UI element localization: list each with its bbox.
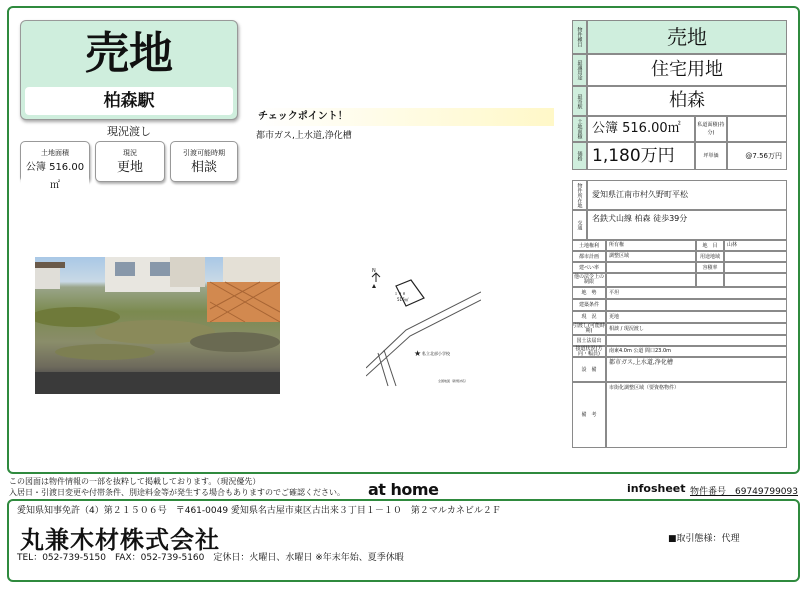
station-label: 柏森駅: [25, 87, 233, 115]
row-label: 地 勢: [572, 287, 606, 299]
location-map: [366, 268, 481, 394]
side-label-type: 物件種目: [572, 20, 587, 54]
property-photo: [35, 257, 280, 394]
row-value: 南東4.0m 公道 間口23.0m: [606, 346, 787, 357]
row-value: 調整区域: [606, 251, 696, 262]
spec-private-road-value: [727, 116, 787, 142]
headline-card: [20, 20, 238, 120]
row-label: 用途地域: [696, 251, 724, 262]
spec-private-road-label: 私道面積(持分): [695, 116, 727, 142]
row-value: 更地: [606, 311, 787, 323]
side-label-address: 物件所在地: [572, 180, 587, 210]
disclaimer-notes: [9, 476, 379, 498]
row-value: 相談 / 現況渡し: [606, 323, 787, 335]
spec-type: 売地: [587, 20, 787, 54]
row-label: 設 備: [572, 357, 606, 382]
side-label-price: 価格: [572, 142, 587, 170]
svg-text:N: N: [372, 268, 376, 274]
spec-use: 住宅用地: [587, 54, 787, 86]
row-label: 引渡し(可能時期): [573, 323, 605, 334]
side-label-area: 土地面積: [572, 116, 587, 142]
transaction-mode: ■取引態様：代理: [668, 534, 740, 544]
row-value: [606, 273, 696, 287]
row-value: 平坦: [606, 287, 787, 299]
map-landmark: 私立北部小学校: [422, 351, 450, 356]
spec-tsubo-label: 坪単価: [695, 142, 727, 170]
note-line: この図面は物件情報の一部を抜粋して掲載しております。（現況優先）: [9, 477, 261, 486]
infosheet-label: infosheet: [627, 482, 686, 495]
row-label: 他の法令上の制限: [573, 274, 604, 285]
property-number: 物件番号 69749799093: [690, 487, 798, 497]
row-label: 地 目: [696, 240, 724, 251]
athome-logo: at home: [368, 480, 439, 499]
row-label: 国土法届出: [572, 335, 606, 346]
row-value: [724, 273, 787, 287]
row-value: [724, 262, 787, 273]
row-value: [606, 299, 787, 311]
company-license: 愛知県知事免許（4）第２１５０６号 〒461-0049 愛知県名古屋市東区古出来３丁目１－１０ 第２マルカネビル２Ｆ: [17, 506, 501, 516]
map-lot-number: １９８: [394, 291, 406, 296]
spec-transport: 名鉄犬山線 柏森 徒歩39分: [587, 210, 787, 240]
row-label: 備 考: [572, 382, 606, 448]
side-label-station: 最寄駅: [572, 86, 587, 116]
company-contact: TEL：052-739-5150 FAX：052-739-5160 定休日：火曜日、水曜日 ※年末年始、夏季休暇: [17, 553, 404, 563]
property-type-heading: 売地: [85, 28, 173, 79]
row-value: [724, 251, 787, 262]
row-value: 山林: [724, 240, 787, 251]
spec-tsubo-value: @7.56万円: [727, 142, 787, 170]
spec-panel: [572, 20, 787, 470]
row-value: [606, 335, 787, 346]
spec-area: 公簿 516.00㎡: [587, 116, 695, 142]
side-label-use: 最適用途: [572, 54, 587, 86]
note-line: 入居日・引渡日変更や付帯条件、別途料金等が発生する場合もありますのでご確認ください。: [9, 488, 345, 497]
svg-text:★: ★: [414, 349, 422, 358]
company-name: 丸兼木材株式会社: [20, 526, 220, 554]
map-lot-area: 516㎡: [397, 297, 409, 302]
row-value: 所有権: [606, 240, 696, 251]
map-caption: 全国地図（新規対応）: [438, 379, 469, 383]
side-label-transport: 交通: [572, 210, 587, 240]
row-value: 都市ガス,上水道,浄化槽: [606, 357, 787, 382]
row-label: 都市計画: [572, 251, 606, 262]
spec-price: 1,180万円: [587, 142, 695, 170]
row-label: 建ぺい率: [572, 262, 606, 273]
delivery-caption: 現況渡し: [107, 125, 151, 138]
summary-delivery: 引渡可能時期 相談: [170, 141, 238, 182]
checkpoint-title: チェックポイント！: [254, 108, 554, 126]
spec-station: 柏森: [587, 86, 787, 116]
row-value: 市街化調整区域（要資格物件）: [606, 382, 787, 448]
spec-address: 愛知県江南市村久野町平松: [587, 180, 787, 210]
row-label: 接道状況(方向・幅員): [572, 346, 606, 357]
summary-status: 現況 更地: [95, 141, 165, 182]
row-value: [606, 262, 696, 273]
row-label: 土地権利: [572, 240, 606, 251]
row-label: 建築条件: [572, 299, 606, 311]
summary-land-area: 土地面積 公簿 516.00㎡: [20, 141, 90, 182]
row-label: [696, 273, 724, 287]
row-label: 現 況: [572, 311, 606, 323]
row-label: 容積率: [696, 262, 724, 273]
checkpoint-text: 都市ガス,上水道,浄化槽: [256, 131, 352, 141]
